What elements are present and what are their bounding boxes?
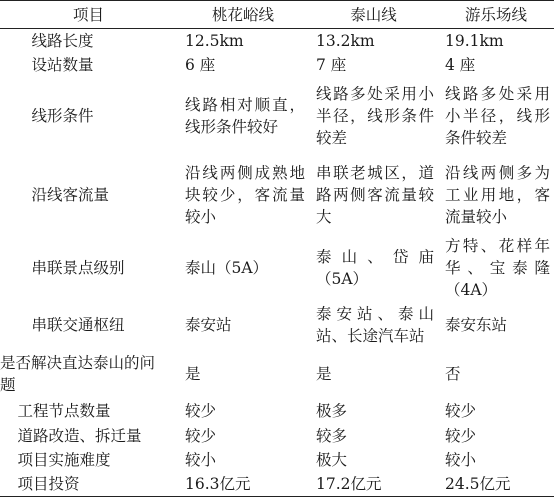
- table-cell: 是: [185, 364, 201, 383]
- table-row: [0, 472, 554, 497]
- table-row: [0, 235, 554, 301]
- row-label: 串联景点级别: [31, 258, 125, 277]
- row-label: 道路改造、拆迁量: [17, 426, 142, 445]
- header-taishan-line: 泰山线: [350, 5, 397, 24]
- table-cell: 13.2km: [316, 31, 375, 50]
- table-cell: 较少: [185, 402, 217, 420]
- row-label: 沿线客流量: [31, 185, 110, 204]
- table-cell: 线路多处采用小半径，线形条件较差: [445, 85, 550, 147]
- table-header-row: [0, 1, 554, 29]
- table-cell: 较小: [185, 450, 217, 469]
- row-label: 项目投资: [17, 474, 80, 493]
- table-cell: 否: [445, 364, 461, 383]
- header-amusement-park-line: 游乐场线: [464, 5, 527, 24]
- table-cell: 线路多处采用小半径，线形条件较差: [316, 85, 434, 147]
- table-cell: 较少: [445, 402, 477, 420]
- table-cell: 较小: [445, 450, 477, 469]
- table-cell: 4 座: [445, 56, 476, 74]
- table-row: [0, 424, 554, 448]
- row-label: 设站数量: [31, 56, 94, 74]
- header-taohuayu-line: 桃花峪线: [211, 5, 274, 24]
- row-label: 工程节点数量: [17, 402, 111, 420]
- table-cell: 7 座: [316, 56, 347, 74]
- table-cell: 极大: [316, 450, 348, 469]
- table-cell: 泰安站、泰山站、长途汽车站: [316, 304, 434, 345]
- table-cell: 12.5km: [185, 31, 244, 50]
- table-cell: 6 座: [185, 56, 216, 74]
- row-label: 线形条件: [31, 107, 94, 125]
- table-row: [0, 399, 554, 424]
- table-row: [0, 29, 554, 53]
- row-label: 是否解决直达泰山的问题: [0, 353, 156, 394]
- row-label: 线路长度: [31, 31, 94, 50]
- table-cell: 24.5亿元: [445, 474, 511, 493]
- table-cell: 较少: [445, 426, 477, 445]
- table-cell: 极多: [316, 402, 348, 420]
- row-label: 串联交通枢纽: [31, 315, 125, 334]
- table-row: [0, 53, 554, 78]
- table-cell: 较少: [185, 426, 217, 445]
- table-row: [0, 78, 554, 155]
- table-cell: 泰山、岱庙（5A）: [316, 247, 434, 288]
- table-cell: 较多: [316, 426, 348, 445]
- header-project: 项目: [72, 5, 104, 24]
- table-cell: 17.2亿元: [316, 474, 382, 493]
- table-row: [0, 155, 554, 235]
- table-row: [0, 349, 554, 399]
- table-cell: 沿线两侧成熟地块较少，客流量较小: [185, 163, 305, 226]
- table-cell: 是: [316, 364, 332, 383]
- row-label: 项目实施难度: [17, 450, 111, 469]
- table-row: [0, 448, 554, 472]
- table-cell: 串联老城区，道路两侧客流量较大: [316, 163, 434, 226]
- table-cell: 16.3亿元: [185, 474, 251, 493]
- table-cell: 19.1km: [445, 31, 504, 50]
- table-cell: 线路相对顺直，线形条件较好: [185, 96, 305, 136]
- table-cell: 方特、花样年华、宝泰隆（4A）: [445, 236, 550, 299]
- table-row: [0, 301, 554, 349]
- table-cell: 泰山（5A）: [185, 258, 269, 277]
- table-cell: 沿线两侧多为工业用地，客流量较小: [445, 163, 550, 226]
- table-cell: 泰安站: [185, 315, 232, 334]
- table-cell: 泰安东站: [445, 315, 508, 334]
